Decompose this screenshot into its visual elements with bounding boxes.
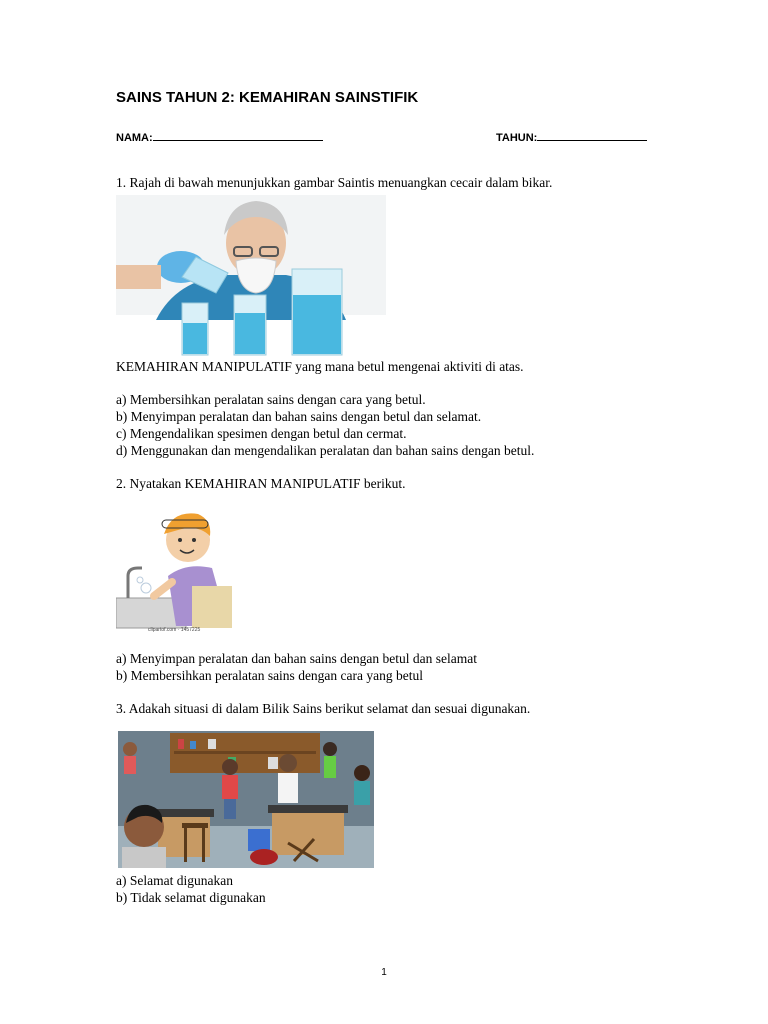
page-number: 1 — [381, 967, 387, 978]
page-title: SAINS TAHUN 2: KEMAHIRAN SAINSTIFIK — [116, 89, 419, 106]
q2-option-b[interactable]: b) Membersihkan peralatan sains dengan cara yang betul — [116, 668, 424, 683]
q2-option-a[interactable]: a) Menyimpan peralatan dan bahan sains dengan betul dan selamat — [116, 651, 477, 666]
q3-option-a[interactable]: a) Selamat digunakan — [116, 873, 233, 888]
nama-field — [116, 130, 323, 144]
q3-option-b[interactable]: b) Tidak selamat digunakan — [116, 890, 266, 905]
q1-option-b[interactable]: b) Menyimpan peralatan dan bahan sains dengan betul dan selamat. — [116, 409, 482, 424]
q2-question: 2. Nyatakan KEMAHIRAN MANIPULATIF berikut. — [116, 476, 406, 491]
tahun-input-line[interactable] — [537, 130, 647, 141]
q3-science-room-image — [118, 731, 374, 868]
q2-boy-washing-image — [116, 506, 244, 636]
q1-question: 1. Rajah di bawah menunjukkan gambar Saintis menuangkan cecair dalam bikar. — [116, 175, 553, 190]
q1-option-d[interactable]: d) Menggunakan dan mengendalikan peralatan dan bahan sains dengan betul. — [116, 443, 535, 458]
q1-prompt: KEMAHIRAN MANIPULATIF yang mana betul mengenai aktiviti di atas. — [116, 359, 524, 374]
q3-question: 3. Adakah situasi di dalam Bilik Sains berikut selamat dan sesuai digunakan. — [116, 701, 531, 716]
tahun-field — [496, 130, 647, 144]
q2-image-caption: clipartof.com · 1457225 — [148, 627, 201, 633]
q1-scientist-image — [116, 195, 386, 357]
q1-option-c[interactable]: c) Mengendalikan spesimen dengan betul dan cermat. — [116, 426, 407, 441]
nama-input-line[interactable] — [153, 130, 323, 141]
nama-label: NAMA: — [116, 132, 153, 144]
q1-option-a[interactable]: a) Membersihkan peralatan sains dengan cara yang betul. — [116, 392, 426, 407]
tahun-label: TAHUN: — [496, 132, 538, 144]
